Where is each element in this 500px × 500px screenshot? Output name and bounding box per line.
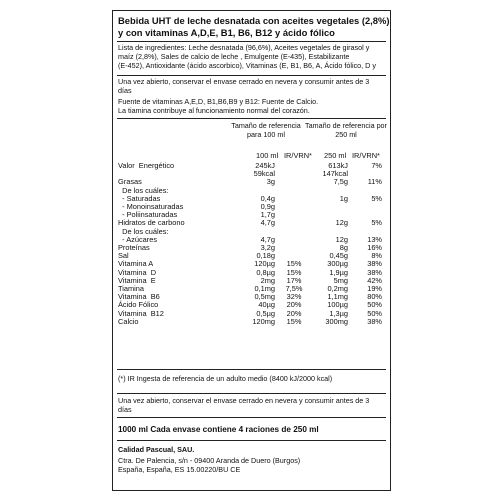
row-ir-250ml: 38% [367,267,382,277]
footnote: (*) IR Ingesta de referencia de un adulto medio (8400 kJ/2000 kcal) [118,374,333,383]
divider [117,440,386,441]
subheader-ir-100: IR/VRN* [284,151,312,160]
row-label: Hidratos de carbono [118,218,185,228]
row-value-100ml: 1,7g [260,210,275,220]
table-row [113,277,390,285]
row-ir-100ml: 15% [286,259,302,269]
row-label: - Azúcares [118,234,158,244]
row-label: Vitamina A [118,259,154,269]
row-value-100ml: 3g [266,177,275,187]
row-ir-250ml: 8% [371,251,382,261]
company-info [118,445,300,475]
product-title: Bebida UHT de leche desnatada con aceites vegetales (2,8%) y con vitaminas A,D,E, B1, B6, B12 y ácido fólico [118,15,390,38]
row-value-250ml: 5mg [333,275,348,285]
row-label: - Poliinsaturadas [118,210,178,220]
row-value-250ml: 300mg [325,316,348,326]
ingredients-list: Lista de ingredientes: Leche desnatada (96,6%), Aceites vegetales de girasol y maíz (2,8%), Sales de calcio de leche , Emulgente (E-435), Estabilizante (E-452), Antioxidante (ácido ascorbico), Vitaminas (E, B1, B6, A, Ácido fólico, D y [118,43,376,71]
row-label: Valor Energético [118,161,175,170]
row-ir-250ml: 11% [367,177,382,187]
header-per-100ml: Tamaño de referencia para 100 ml [231,121,301,140]
row-ir-100ml: 20% [286,300,302,310]
company-registry: España, España, ES 15.00220/BU CE [118,465,241,475]
row-value-100ml: 2mg [260,275,275,285]
row-value-250ml: 1g [339,193,348,203]
row-value-250ml: 12g [335,218,348,228]
divider [117,417,386,418]
row-value-250ml: 1,1mg [327,292,348,302]
table-row [113,318,390,326]
row-value-100ml: 4,7g [260,234,275,244]
row-ir-250ml: 50% [367,300,382,310]
portion-info: 1000 ml Cada envase contiene 4 raciones de 250 ml [118,425,319,434]
row-value-250ml: 300µg [327,259,348,269]
row-value-250ml: 12g [335,234,348,244]
row-value-250ml: 1,9µg [329,267,348,277]
row-value-250ml: 8g [339,243,348,252]
row-label: Vitamina D [118,267,157,277]
divider [117,393,386,394]
row-label: - Monoinsaturadas [118,202,184,211]
row-value-100ml: 0,9g [260,202,275,211]
row-label: Proteínas [118,243,150,252]
header-per-250ml: Tamaño de referencia por 250 ml [305,121,387,140]
row-ir-100ml: 15% [286,316,302,326]
row-ir-100ml: 15% [286,267,302,277]
storage-info: Una vez abierto, conservar el envase cerrado en nevera y consumir antes de 3 días [118,77,370,96]
row-value-100ml: 0,1mg [254,284,275,293]
row-label: Vitamina B12 [118,308,164,318]
table-row [113,236,390,244]
health-claims: Fuente de vitaminas A,E,D, B1,B6,B9 y B12: Fuente de Calcio. La tiamina contribuye al funcionamiento normal del corazón. [118,97,319,116]
row-value-250ml: 100µg [327,300,348,310]
company-address: Ctra. De Palencia, s/n - 09400 Aranda de Duero (Burgos) [118,456,301,466]
row-value-250ml: 613kJ [328,161,348,170]
divider [117,41,386,42]
row-label: De los cuáles: [118,226,169,236]
row-value-100ml: 0,8µg [256,267,275,277]
row-ir-250ml: 5% [371,218,382,228]
row-label: - Saturadas [118,193,161,203]
row-ir-100ml: 17% [286,275,302,285]
row-value-250ml: 0,45g [329,251,348,261]
row-label: Vitamina B6 [118,292,160,302]
row-value-100ml: 0,18g [256,251,275,261]
row-value-250ml: 1,3µg [329,308,348,318]
row-ir-250ml: 7% [371,161,382,170]
row-label: Sal [118,251,129,261]
row-value-250ml: 0,2mg [327,284,348,293]
row-value-100ml: 0,5mg [254,292,275,302]
row-label: Ácido Fólico [118,300,159,310]
row-value-100ml: 0,4g [260,193,275,203]
row-value-100ml: 245kJ [255,161,275,170]
row-ir-250ml: 13% [367,234,382,244]
subheader-250ml: 250 ml [324,151,347,160]
row-label: Tiamina [118,284,145,293]
divider [117,369,386,370]
subheader-ir-250: IR/VRN* [352,151,380,160]
row-ir-250ml: 38% [367,259,382,269]
row-label: De los cuáles: [118,185,169,195]
table-row [113,244,390,252]
divider [117,75,386,76]
row-label: Vitamina E [118,275,156,285]
row-ir-250ml: 50% [367,308,382,318]
row-ir-250ml: 38% [367,316,382,326]
row-label: Calcio [118,316,139,326]
row-label: Grasas [118,177,142,187]
row-ir-250ml: 5% [371,193,382,203]
row-value-100ml: 59kcal [253,169,275,179]
row-value-100ml: 3,2g [260,243,275,252]
row-ir-250ml: 42% [367,275,382,285]
row-ir-100ml: 7,5% [285,284,303,293]
company-name: Calidad Pascual, SAU. [118,445,195,454]
row-ir-250ml: 19% [367,284,382,293]
row-value-100ml: 120µg [254,259,275,269]
table-row [113,252,390,260]
row-value-100ml: 120mg [252,316,275,326]
row-ir-100ml: 32% [286,292,302,302]
row-value-100ml: 0,5µg [256,308,275,318]
storage-info-repeat: Una vez abierto, conservar el envase cerrado en nevera y consumir antes de 3 días [118,396,370,415]
row-value-100ml: 4,7g [260,218,275,228]
row-ir-250ml: 80% [367,292,382,302]
nutrition-label [112,10,391,491]
row-value-100ml: 40µg [258,300,275,310]
subheader-100ml: 100 ml [256,151,279,160]
row-value-250ml: 7,5g [333,177,348,187]
table-row [113,162,390,170]
table-row [113,170,390,178]
row-ir-100ml: 20% [286,308,302,318]
row-value-250ml: 147kcal [322,169,348,179]
divider [117,118,386,119]
row-ir-250ml: 16% [367,243,382,252]
